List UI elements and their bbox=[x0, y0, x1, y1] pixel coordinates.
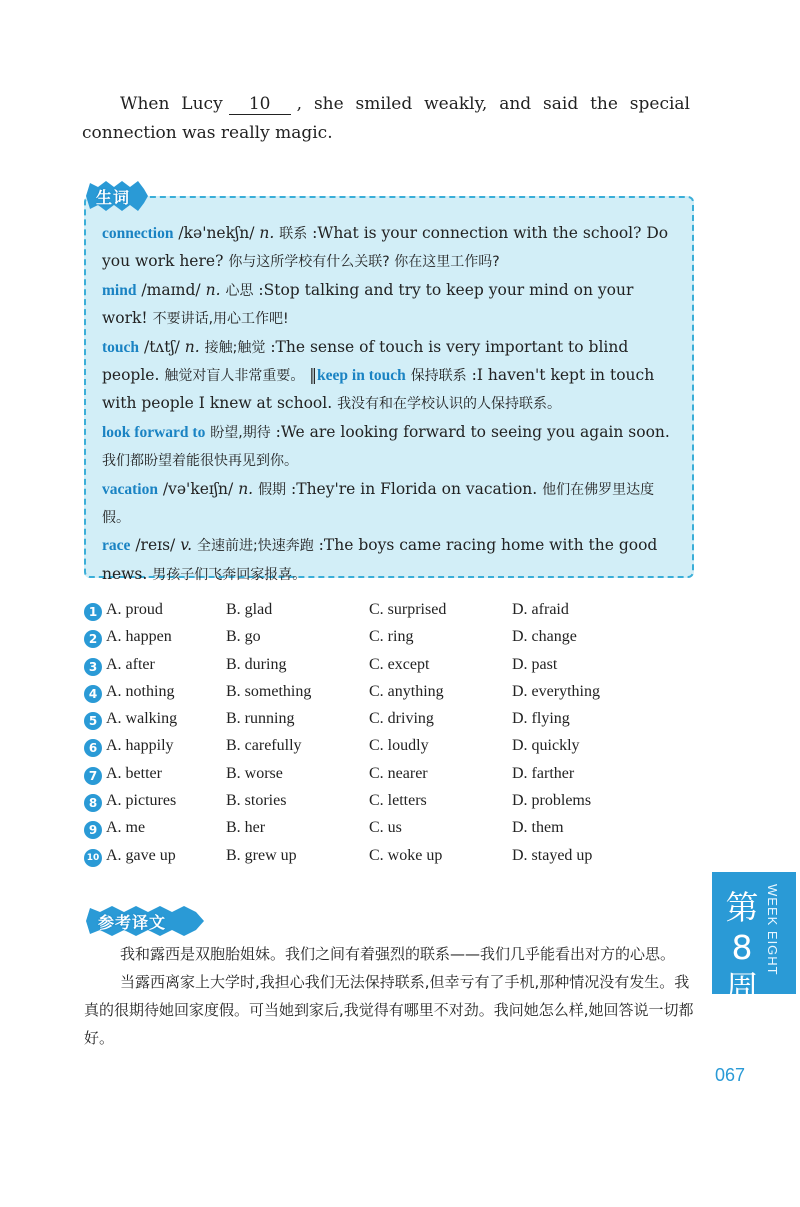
option-d: D. stayed up bbox=[512, 846, 593, 864]
translation-paragraph: 我和露西是双胞胎姐妹。我们之间有着强烈的联系——我们几乎能看出对方的心思。 bbox=[120, 945, 676, 963]
vocabulary-list bbox=[102, 220, 676, 589]
option-d: D. quickly bbox=[512, 737, 580, 755]
vocab-phrase: keep in touch bbox=[317, 367, 406, 385]
vocab-phonetic: /kə'nekʃn/ bbox=[178, 224, 255, 242]
choice-row bbox=[84, 736, 684, 763]
vocab-phonetic: /maɪnd/ bbox=[141, 280, 201, 299]
question-number-icon: 6 bbox=[84, 739, 102, 757]
translation-paragraph: 当露西离家上大学时,我担心我们无法保持联系,但幸亏有了手机,那种情况没有发生。我真的很期待她回家度假。可当她到家后,我觉得有哪里不对劲。我问她怎么样,她回答说一切都好。 bbox=[84, 973, 694, 1047]
vocab-phonetic: /tʌtʃ/ bbox=[143, 337, 180, 356]
vocab-pos: n. bbox=[259, 224, 275, 242]
option-c: C. letters bbox=[369, 792, 427, 810]
vocab-example: We are looking forward to seeing you again soon. bbox=[280, 422, 670, 441]
vocab-phonetic: /reɪs/ bbox=[135, 536, 176, 555]
intro-after: , she smiled weakly, and said the special connection was really magic. bbox=[82, 94, 690, 143]
option-c: C. us bbox=[369, 819, 402, 837]
option-b: B. go bbox=[226, 628, 261, 646]
option-d: D. farther bbox=[512, 764, 575, 782]
vocabulary-box bbox=[84, 196, 694, 583]
vocab-example-cn: 他们在佛罗里达度假。 bbox=[102, 481, 655, 527]
option-a: A. gave up bbox=[106, 846, 176, 864]
week-tab bbox=[712, 872, 796, 1007]
option-b: B. grew up bbox=[226, 846, 297, 864]
option-b: B. carefully bbox=[226, 737, 302, 755]
choice-row bbox=[84, 709, 684, 736]
vocab-separator: : bbox=[291, 479, 297, 498]
option-b: B. worse bbox=[226, 764, 283, 782]
vocab-separator: : bbox=[318, 536, 324, 555]
choice-row bbox=[84, 600, 684, 627]
choice-row bbox=[84, 846, 684, 873]
week-tab-en: WEEK EIGHT bbox=[765, 884, 780, 976]
vocab-pos: v. bbox=[180, 536, 193, 555]
option-a: A. happen bbox=[106, 628, 172, 646]
option-a: A. pictures bbox=[106, 792, 177, 810]
option-c: C. woke up bbox=[369, 846, 443, 864]
vocab-example-cn: 触觉对盲人非常重要。 bbox=[164, 368, 305, 385]
option-a: A. proud bbox=[106, 601, 163, 618]
option-d: D. past bbox=[512, 655, 558, 673]
vocab-entry bbox=[102, 476, 676, 533]
vocab-example-cn: 不要讲话,用心工作吧! bbox=[152, 311, 289, 328]
question-number-icon: 4 bbox=[84, 685, 102, 703]
option-a: A. me bbox=[106, 819, 146, 837]
vocab-badge bbox=[86, 181, 148, 211]
vocab-phrase-example: I haven't kept in touch with people I knew at school. bbox=[102, 366, 655, 413]
vocab-headword: race bbox=[102, 537, 131, 555]
vocab-meaning: 联系 bbox=[279, 226, 308, 242]
choices-list bbox=[84, 600, 684, 873]
vocab-example-cn: 男孩子们飞奔回家报喜。 bbox=[152, 566, 307, 583]
option-b: B. something bbox=[226, 682, 312, 700]
question-number-icon: 3 bbox=[84, 658, 102, 676]
option-a: A. better bbox=[106, 764, 162, 782]
vocab-separator: ‖ bbox=[309, 366, 318, 385]
question-number-icon: 9 bbox=[84, 821, 102, 839]
option-c: C. ring bbox=[369, 628, 414, 646]
option-d: D. them bbox=[512, 819, 564, 837]
vocab-example: Stop talking and try to keep your mind on your work! bbox=[102, 280, 634, 328]
answer-blank: 10 bbox=[229, 94, 291, 115]
option-a: A. walking bbox=[106, 710, 178, 728]
vocab-meaning: 全速前进;快速奔跑 bbox=[197, 538, 314, 555]
option-b: B. stories bbox=[226, 792, 287, 810]
question-number-icon: 1 bbox=[84, 603, 102, 621]
option-d: D. everything bbox=[512, 682, 600, 700]
vocab-example-cn: 你与这所学校有什么关联? 你在这里工作吗? bbox=[228, 254, 500, 271]
vocab-example: What is your connection with the school? Do you work here? bbox=[102, 224, 669, 271]
vocab-separator: : bbox=[270, 337, 276, 356]
option-b: B. running bbox=[226, 710, 295, 728]
option-b: B. during bbox=[226, 655, 287, 673]
question-number-icon: 8 bbox=[84, 794, 102, 812]
option-d: D. change bbox=[512, 628, 577, 646]
choice-row bbox=[84, 764, 684, 791]
vocab-meaning: 盼望,期待 bbox=[210, 424, 271, 441]
option-c: C. nearer bbox=[369, 764, 428, 782]
vocab-meaning: 接触;触觉 bbox=[204, 339, 266, 356]
option-c: C. except bbox=[369, 655, 430, 673]
option-b: B. glad bbox=[226, 601, 273, 618]
choice-row bbox=[84, 818, 684, 845]
vocab-headword: connection bbox=[102, 225, 174, 242]
vocab-entry bbox=[102, 277, 676, 334]
vocab-meaning: 假期 bbox=[258, 481, 287, 498]
vocab-separator: : bbox=[471, 366, 477, 385]
option-c: C. loudly bbox=[369, 737, 429, 755]
vocab-entry bbox=[102, 532, 676, 589]
vocab-entry bbox=[102, 419, 676, 476]
vocab-headword: touch bbox=[102, 338, 140, 356]
option-d: D. flying bbox=[512, 710, 570, 728]
option-c: C. anything bbox=[369, 682, 444, 700]
vocab-headword: vacation bbox=[102, 480, 158, 498]
question-number-icon: 10 bbox=[84, 849, 102, 867]
translation-badge bbox=[86, 906, 204, 936]
vocab-badge-label: 生词 bbox=[96, 188, 131, 207]
intro-before: When Lucy bbox=[120, 94, 223, 114]
week-tab-cn: 第8周 bbox=[725, 888, 759, 1007]
option-a: A. after bbox=[106, 655, 155, 673]
option-b: B. her bbox=[226, 819, 266, 837]
question-number-icon: 7 bbox=[84, 767, 102, 785]
question-number-icon: 5 bbox=[84, 712, 102, 730]
choice-row bbox=[84, 627, 684, 654]
vocab-pos: n. bbox=[184, 337, 200, 356]
vocab-headword: mind bbox=[102, 281, 137, 299]
choice-row bbox=[84, 791, 684, 818]
vocab-headword: look forward to bbox=[102, 423, 206, 441]
translation-badge-label: 参考译文 bbox=[98, 913, 167, 932]
option-a: A. happily bbox=[106, 737, 174, 755]
option-d: D. afraid bbox=[512, 601, 569, 618]
vocab-example-cn: 我们都盼望着能很快再见到你。 bbox=[102, 453, 298, 470]
question-number-icon: 2 bbox=[84, 630, 102, 648]
choice-row bbox=[84, 682, 684, 709]
choice-row bbox=[84, 655, 684, 682]
vocab-example: They're in Florida on vacation. bbox=[296, 479, 538, 498]
option-d: D. problems bbox=[512, 792, 592, 810]
page-number: 067 bbox=[715, 1065, 746, 1085]
vocab-example: The sense of touch is very important to blind people. bbox=[102, 337, 629, 385]
vocab-pos: n. bbox=[238, 479, 254, 498]
vocab-phrase-meaning: 保持联系 bbox=[410, 368, 467, 385]
vocab-entry bbox=[102, 220, 676, 277]
vocab-example: The boys came racing home with the good news. bbox=[102, 536, 658, 583]
vocab-phrase-example-cn: 我没有和在学校认识的人保持联系。 bbox=[337, 396, 562, 413]
vocab-entry bbox=[102, 334, 676, 419]
option-c: C. driving bbox=[369, 710, 434, 728]
vocab-separator: : bbox=[275, 422, 281, 441]
vocab-pos: n. bbox=[205, 280, 221, 299]
intro-paragraph bbox=[82, 90, 690, 148]
option-a: A. nothing bbox=[106, 682, 175, 700]
vocab-meaning: 心思 bbox=[225, 282, 254, 299]
option-c: C. surprised bbox=[369, 601, 447, 618]
vocab-separator: : bbox=[258, 280, 264, 299]
translation-text bbox=[84, 940, 694, 1052]
vocab-phonetic: /və'keɪʃn/ bbox=[162, 479, 234, 498]
vocab-separator: : bbox=[312, 224, 318, 242]
